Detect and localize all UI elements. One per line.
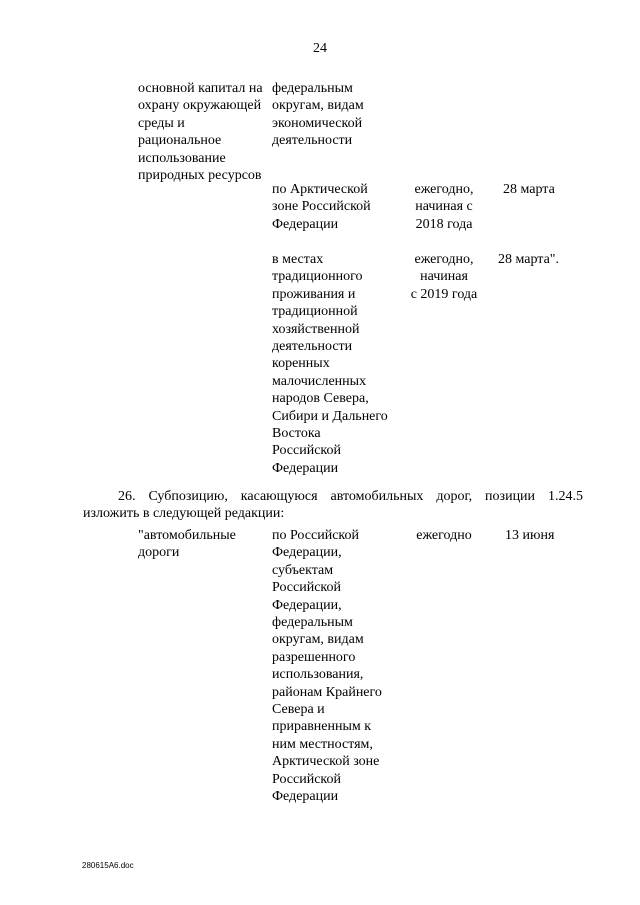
indicator-name: основной капитал на охрану окружающей среды и рациональное использование природных ресурсов (138, 81, 263, 184)
page-number: 24 (313, 41, 327, 56)
indicator-name: "автомобильные дороги (138, 528, 236, 561)
row-date: 13 июня (505, 528, 555, 543)
row-frequency: ежегодно (416, 528, 472, 543)
breakdown-dimensions: федеральным округам, видам экономической деятельности (272, 81, 364, 149)
row-date: 28 марта (503, 182, 555, 197)
row-frequency: ежегодно, начиная с 2019 года (410, 252, 478, 302)
row-area: в местах традиционного проживания и традиционной хозяйственной деятельности коренных малочисленных народов Севера, Сибири и Дальнего Востока Российской Федерации (272, 252, 388, 476)
amendment-paragraph: 26. Субпозицию, касающуюся автомобильных дорог, позиции 1.24.5 изложить в следующей редакции: (83, 489, 583, 522)
row-date: 28 марта". (498, 252, 560, 267)
footer-filename: 280615А6.doc (82, 861, 134, 870)
row-area: по Российской Федерации, субъектам Российской Федерации, федеральным округам, видам разрешенного использования, районам Крайнего Севера и приравненным к ним местностям, Арктической зоне Российской Федерации (272, 528, 382, 805)
row-frequency: ежегодно, начиная с 2018 года (414, 182, 474, 232)
row-area: по Арктической зоне Российской Федерации (272, 182, 371, 232)
